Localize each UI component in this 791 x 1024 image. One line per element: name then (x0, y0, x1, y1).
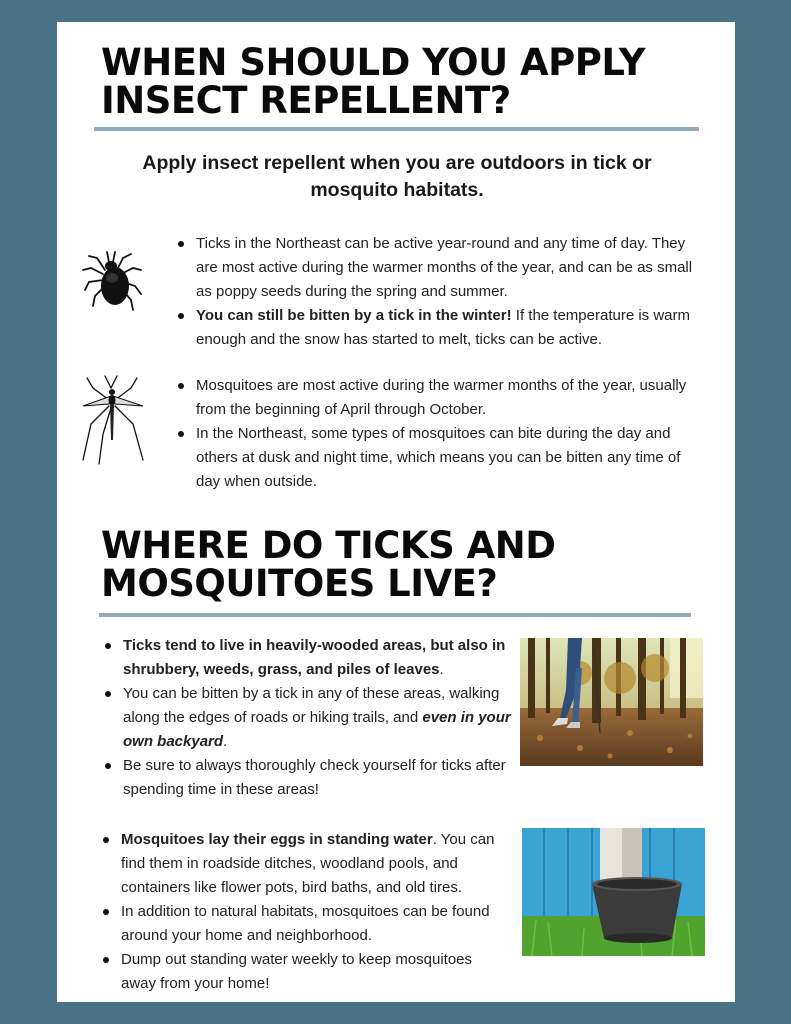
tick-habitat-list (103, 634, 513, 802)
flyer-page (57, 22, 735, 1002)
winter-warning: You can still be bitten by a tick in the winter! (196, 307, 512, 324)
section1-rule (94, 127, 699, 131)
section1-subtitle: Apply insect repellent when you are outdoors in tick or mosquito habitats. (142, 152, 652, 201)
list-item: In the Northeast, some types of mosquitoes can bite during the day and others at dusk and night time, which means you can be bitten any time of day when outside. (176, 422, 706, 494)
tick-icon (79, 240, 145, 322)
list-item: Dump out standing water weekly to keep mosquitoes away from your home! (101, 948, 511, 996)
list-item: Ticks in the Northeast can be active year-round and any time of day. They are most active during the warmer months of the year, and can be as small as poppy seeds during the spring and summer. (176, 232, 706, 304)
backyard-emphasis: even in your own backyard (123, 709, 511, 750)
list-item (101, 828, 511, 900)
tick-areas-text: You can be bitten by a tick in any of these areas, walking along the edges of roads or hiking trails, and (123, 685, 500, 726)
section2-rule (99, 613, 691, 617)
mosquito-icon (81, 374, 145, 466)
list-item (103, 682, 513, 754)
tick-areas-end: . (223, 733, 228, 750)
tick-timing-list (176, 232, 706, 352)
section1-title: WHEN SHOULD YOU APPLY INSECT REPELLENT? (101, 41, 646, 122)
mosquito-timing-list (176, 374, 706, 494)
standing-water-rest: . You can find them in roadside ditches, woodland pools, and containers like flower pots, bird baths, and old tires. (121, 831, 495, 896)
tick-habitat-bold: Ticks tend to live in heavily-wooded areas, but also in shrubbery, weeds, grass, and piles of leaves (123, 637, 506, 678)
list-item (103, 634, 513, 682)
tick-habitat-rest: . (439, 661, 444, 678)
list-item (176, 304, 706, 352)
bucket-standing-water-photo (522, 828, 705, 956)
list-item: Mosquitoes are most active during the warmer months of the year, usually from the beginning of April through October. (176, 374, 706, 422)
mosquito-habitat-list (101, 828, 511, 996)
forest-hiker-photo (520, 638, 703, 766)
list-item: Be sure to always thoroughly check yourself for ticks after spending time in these areas! (103, 754, 513, 802)
standing-water-bold: Mosquitoes lay their eggs in standing water (121, 831, 433, 848)
winter-detail: If the temperature is warm enough and the snow has started to melt, ticks can be active. (196, 307, 691, 348)
section2-title: WHERE DO TICKS AND MOSQUITOES LIVE? (101, 524, 556, 605)
list-item: In addition to natural habitats, mosquitoes can be found around your home and neighborhood. (101, 900, 511, 948)
